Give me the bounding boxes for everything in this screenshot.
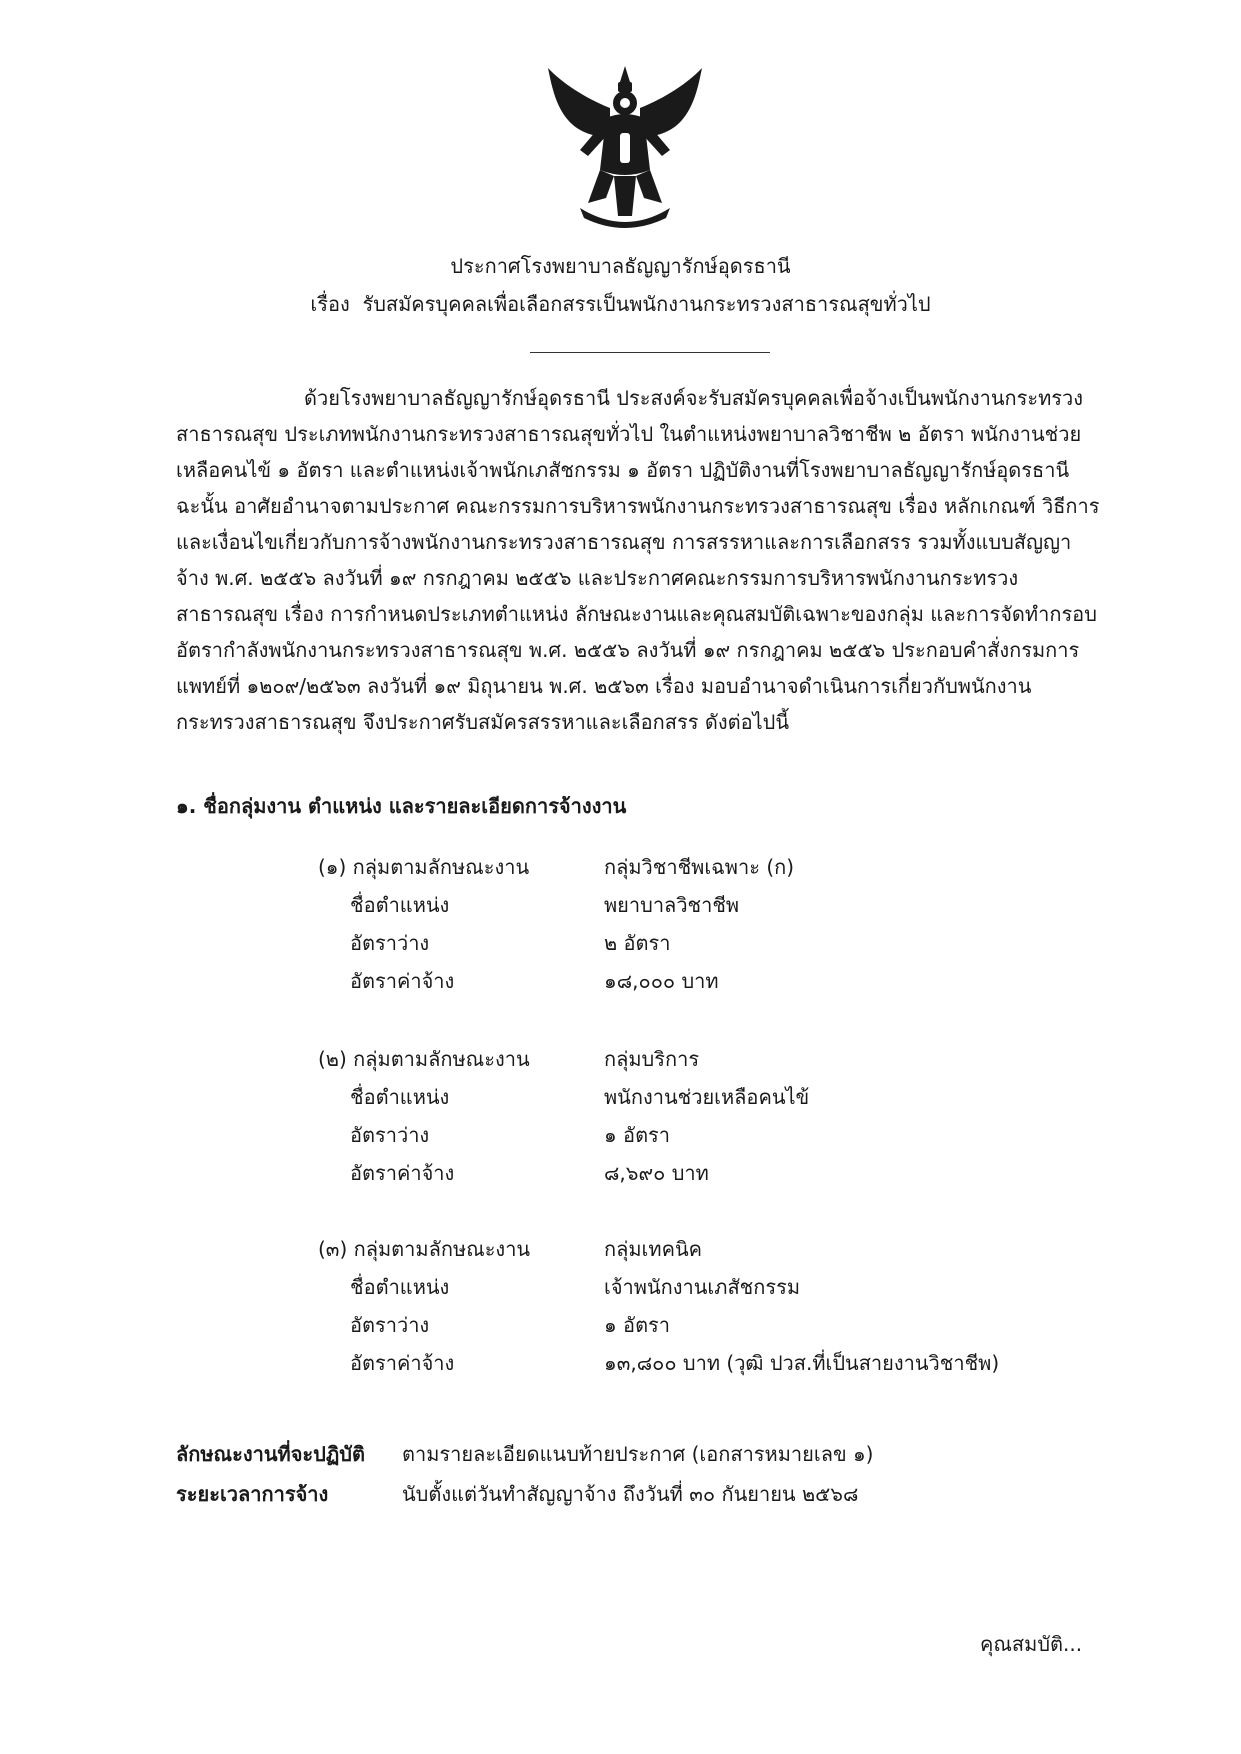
vacancy-label: อัตราว่าง <box>350 931 430 955</box>
position-value: พนักงานช่วยเหลือคนไข้ <box>604 1085 810 1109</box>
position-label: ชื่อตำแหน่ง <box>350 893 450 917</box>
duty-value: ตามรายละเอียดแนบท้ายประกาศ (เอกสารหมายเลข ๑) <box>402 1442 874 1466</box>
job-group <box>318 1230 1118 1382</box>
vacancy-value: ๑ อัตรา <box>604 1313 671 1337</box>
job-group <box>318 848 1118 1000</box>
vacancy-label: อัตราว่าง <box>350 1123 430 1147</box>
wage-value: ๘,๖๙๐ บาท <box>604 1161 709 1185</box>
wage-label: อัตราค่าจ้าง <box>350 1161 455 1185</box>
announcement-subject <box>0 288 1241 320</box>
intro-paragraph <box>176 380 1100 740</box>
position-value: พยาบาลวิชาชีพ <box>604 893 740 917</box>
group-value: กลุ่มเทคนิค <box>604 1237 702 1261</box>
wage-value: ๑๘,๐๐๐ บาท <box>604 969 719 993</box>
intro-text: ด้วยโรงพยาบาลธัญญารักษ์อุดรธานี ประสงค์จะรับสมัครบุคคลเพื่อจ้างเป็นพนักงานกระทรวงสาธารณสุข ประเภทพนักงานกระทรวงสาธารณสุขทั่วไป ในตำแหน่งพยาบาลวิชาชีพ ๒ อัตรา พนักงานช่วยเหลือคนไข้ ๑ อัตรา และตำแหน่งเจ้าพนักเภสัชกรรม ๑ อัตรา ปฏิบัติงานที่โรงพยาบาลธัญญารักษ์อุดรธานี ฉะนั้น อาศัยอำนาจตามประกาศ คณะกรรมการบริหารพนักงานกระทรวงสาธารณสุข เรื่อง หลักเกณฑ์ วิธีการและเงื่อนไขเกี่ยวกับการจ้างพนักงานกระทรวงสาธารณสุข การสรรหาและการเลือกสรร รวมทั้งแบบสัญญาจ้าง พ.ศ. ๒๕๕๖ ลงวันที่ ๑๙ กรกฎาคม ๒๕๕๖ และประกาศคณะกรรมการบริหารพนักงานกระทรวงสาธารณสุข เรื่อง การกำหนดประเภทตำแหน่ง ลักษณะงานและคุณสมบัติเฉพาะของกลุ่ม และการจัดทำกรอบอัตรากำลังพนักงานกระทรวงสาธารณสุข พ.ศ. ๒๕๕๖ ลงวันที่ ๑๙ กรกฎาคม ๒๕๕๖ ประกอบคำสั่งกรมการแพทย์ที่ ๑๒๐๙/๒๕๖๓ ลงวันที่ ๑๙ มิถุนายน พ.ศ. ๒๕๖๓ เรื่อง มอบอำนาจดำเนินการเกี่ยวกับพนักงานกระทรวงสาธารณสุข จึงประกาศรับสมัครสรรหาและเลือกสรร ดังต่อไปนี้ <box>176 386 1100 734</box>
period-row <box>176 1478 858 1510</box>
period-label: ระยะเวลาการจ้าง <box>176 1482 329 1506</box>
position-label: ชื่อตำแหน่ง <box>350 1275 450 1299</box>
announcement-title: ประกาศโรงพยาบาลธัญญารักษ์อุดรธานี <box>450 254 791 278</box>
vacancy-value: ๑ อัตรา <box>604 1123 671 1147</box>
period-value: นับตั้งแต่วันทำสัญญาจ้าง ถึงวันที่ ๓๐ กันยายน ๒๕๖๘ <box>402 1482 859 1506</box>
garuda-emblem-icon <box>540 58 710 233</box>
group-label: (๒) กลุ่มตามลักษณะงาน <box>318 1047 530 1071</box>
wage-label: อัตราค่าจ้าง <box>350 969 455 993</box>
continuation-marker: คุณสมบัติ... <box>980 1632 1083 1656</box>
subject-label: เรื่อง <box>310 292 350 316</box>
title-divider <box>530 352 770 353</box>
group-value: กลุ่มวิชาชีพเฉพาะ (ก) <box>604 855 795 879</box>
position-label: ชื่อตำแหน่ง <box>350 1085 450 1109</box>
vacancy-value: ๒ อัตรา <box>604 931 671 955</box>
job-group <box>318 1040 1118 1192</box>
wage-label: อัตราค่าจ้าง <box>350 1351 455 1375</box>
group-value: กลุ่มบริการ <box>604 1047 700 1071</box>
duty-row <box>176 1438 873 1470</box>
section-heading: ๑. ชื่อกลุ่มงาน ตำแหน่ง และรายละเอียดการจ้างงาน <box>176 794 627 818</box>
subject-text: รับสมัครบุคคลเพื่อเลือกสรรเป็นพนักงานกระทรวงสาธารณสุขทั่วไป <box>362 292 931 316</box>
wage-value: ๑๓,๘๐๐ บาท (วุฒิ ปวส.ที่เป็นสายงานวิชาชีพ) <box>604 1351 1000 1375</box>
vacancy-label: อัตราว่าง <box>350 1313 430 1337</box>
duty-label: ลักษณะงานที่จะปฏิบัติ <box>176 1442 365 1466</box>
group-label: (๑) กลุ่มตามลักษณะงาน <box>318 855 530 879</box>
position-value: เจ้าพนักงานเภสัชกรรม <box>604 1275 800 1299</box>
group-label: (๓) กลุ่มตามลักษณะงาน <box>318 1237 531 1261</box>
